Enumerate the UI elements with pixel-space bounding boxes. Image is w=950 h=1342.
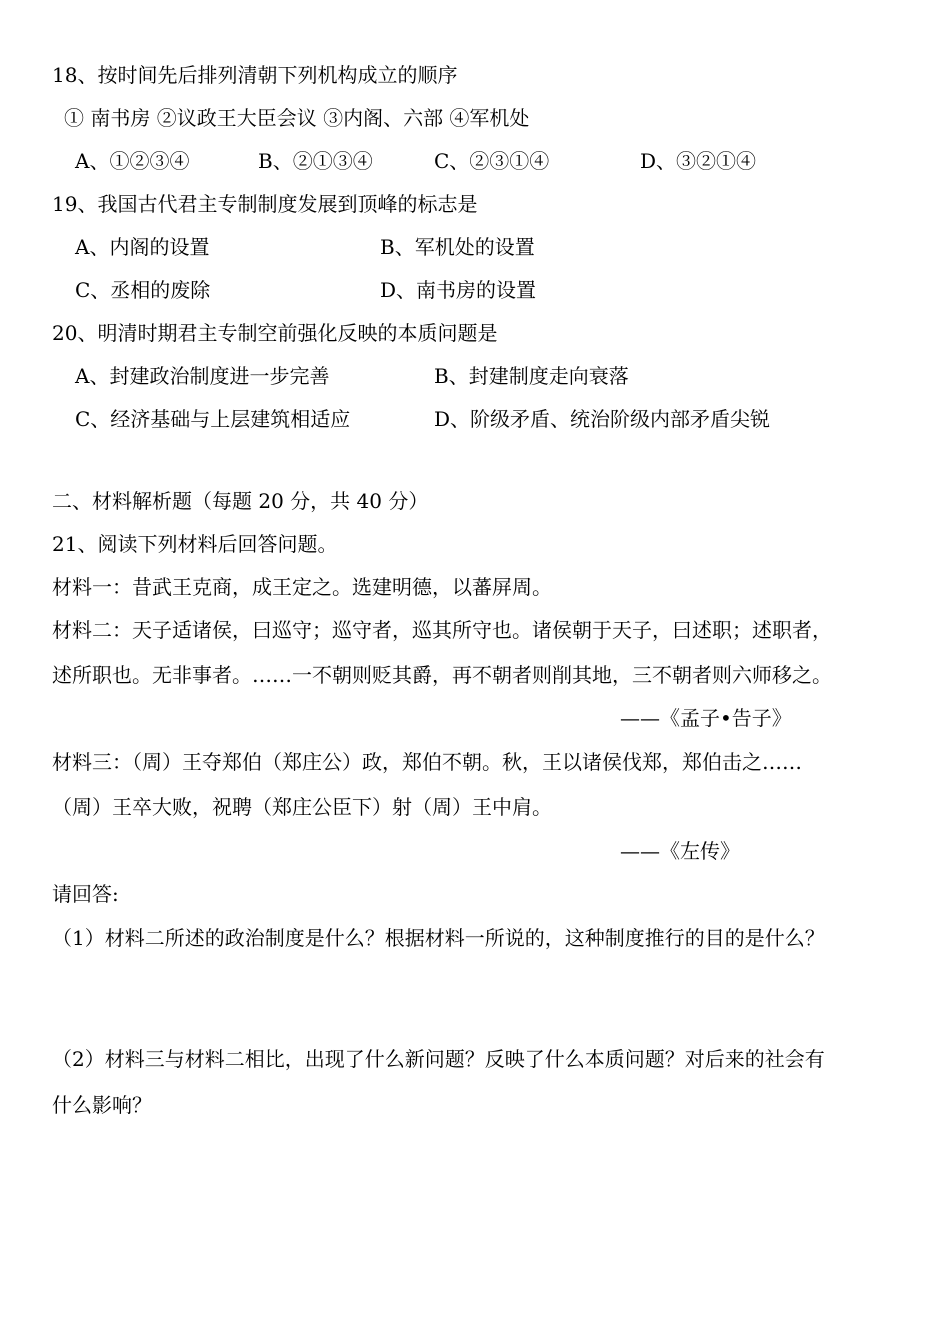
material-2-source: ——《孟子•告子》 — [620, 706, 792, 730]
q19-option-c: C、丞相的废除 — [75, 278, 211, 302]
q19-option-a: A、内阁的设置 — [75, 235, 210, 259]
q20-option-d: D、阶级矛盾、统治阶级内部矛盾尖锐 — [434, 407, 771, 431]
q21-stem: 21、阅读下列材料后回答问题。 — [52, 532, 338, 556]
q18-option-b: B、②①③④ — [258, 149, 373, 173]
q20-option-c: C、经济基础与上层建筑相适应 — [75, 407, 351, 431]
q19-stem: 19、我国古代君主专制制度发展到顶峰的标志是 — [52, 192, 478, 216]
q20-option-b: B、封建制度走向衰落 — [434, 364, 629, 388]
material-2-line-2: 述所职也。无非事者。……一不朝则贬其爵，再不朝者则削其地，三不朝者则六师移之。 — [52, 663, 832, 687]
q18-option-a: A、①②③④ — [75, 149, 190, 173]
q20-stem: 20、明清时期君主专制空前强化反映的本质问题是 — [52, 321, 498, 345]
material-3-line-1: 材料三：（周）王夺郑伯（郑庄公）政，郑伯不朝。秋，王以诸侯伐郑，郑伯击之…… — [52, 750, 802, 774]
q18-option-c: C、②③①④ — [434, 149, 550, 173]
q19-option-b: B、军机处的设置 — [380, 235, 535, 259]
sub-question-1: （1）材料二所述的政治制度是什么？根据材料一所说的，这种制度推行的目的是什么？ — [52, 926, 825, 950]
sub-question-2-line-2: 什么影响？ — [52, 1093, 152, 1117]
q20-option-a: A、封建政治制度进一步完善 — [75, 364, 330, 388]
section-heading: 二、材料解析题（每题 20 分，共 40 分） — [52, 489, 429, 513]
material-3-line-2: （周）王卒大败，祝聘（郑庄公臣下）射（周）王中肩。 — [52, 795, 552, 819]
material-2-line-1: 材料二：天子适诸侯，曰巡守；巡守者，巡其所守也。诸侯朝于天子，曰述职；述职者， — [52, 618, 832, 642]
q18-option-d: D、③②①④ — [640, 149, 757, 173]
sub-question-2-line-1: （2）材料三与材料二相比，出现了什么新问题？反映了什么本质问题？对后来的社会有 — [52, 1047, 825, 1071]
answer-prompt: 请回答: — [52, 882, 119, 906]
material-3-source: ——《左传》 — [620, 839, 740, 863]
q18-stem: 18、按时间先后排列清朝下列机构成立的顺序 — [52, 63, 458, 87]
material-1: 材料一：昔武王克商，成王定之。选建明德，以蕃屏周。 — [52, 575, 552, 599]
q18-items: ① 南书房 ②议政王大臣会议 ③内阁、六部 ④军机处 — [64, 106, 530, 130]
q19-option-d: D、南书房的设置 — [380, 278, 537, 302]
